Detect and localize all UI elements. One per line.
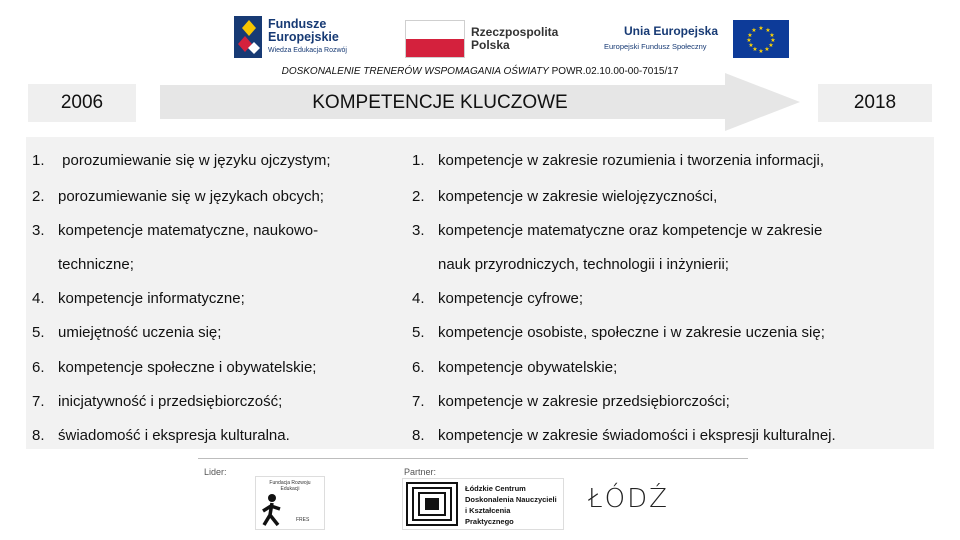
unia-europejska-logo (600, 18, 790, 60)
page-title: KOMPETENCJE KLUCZOWE (312, 92, 568, 113)
walking-figure-icon (260, 493, 286, 527)
polish-flag-icon (405, 20, 465, 58)
svg-text:★: ★ (758, 25, 764, 32)
svg-text:★: ★ (769, 32, 775, 39)
fe-star-icon (232, 14, 266, 60)
list-item-2006: 6. kompetencje społeczne i obywatelskie; (32, 359, 317, 376)
svg-text:★: ★ (765, 27, 771, 34)
ue-logo-subtitle: Europejski Fundusz Społeczny (604, 42, 707, 51)
list-item-2018: 4. kompetencje cyfrowe; (412, 290, 584, 307)
fe-logo-subtitle: Wiedza Edukacja Rozwój (268, 47, 347, 54)
partner-label: Partner: (404, 467, 437, 477)
rp-logo-title: Rzeczpospolita Polska (471, 25, 559, 52)
list-item-2006: techniczne; (58, 256, 134, 273)
list-item-2018: 7. kompetencje w zakresie przedsiębiorczości; (412, 393, 730, 410)
svg-text:★: ★ (751, 27, 757, 34)
list-item-2018: 2. kompetencje w zakresie wielojęzyczności, (412, 188, 718, 205)
list-item-2006: 5. umiejętność uczenia się; (32, 324, 222, 341)
fe-logo-title: Fundusze Europejskie (268, 17, 339, 44)
list-item-2018: nauk przyrodniczych, technologii i inżynierii; (438, 256, 729, 273)
list-item-2018: 6. kompetencje obywatelskie; (412, 359, 618, 376)
lider-label: Lider: (204, 467, 227, 477)
list-item-2006: 7. inicjatywność i przedsiębiorczość; (32, 393, 283, 410)
svg-text:★: ★ (747, 32, 753, 39)
rzeczpospolita-logo (405, 18, 575, 58)
svg-text:★: ★ (768, 42, 774, 49)
list-item-2006: 2. porozumiewanie się w językach obcych; (32, 188, 324, 205)
ue-logo-title: Unia Europejska (624, 24, 719, 38)
svg-text:★: ★ (748, 42, 754, 49)
list-item-2006: 3. kompetencje matematyczne, naukowo- (32, 222, 319, 239)
svg-text:★: ★ (746, 37, 752, 44)
list-item-2006: 8. świadomość i ekspresja kulturalna. (32, 427, 290, 444)
lider-logo: Fundacja Rozwoju Edukacji FRES (255, 476, 325, 530)
list-item-2018: 1. kompetencje w zakresie rozumienia i tworzenia informacji, (412, 152, 824, 169)
square-frames-icon (406, 482, 458, 526)
svg-text:★: ★ (764, 46, 770, 53)
list-item-2006: 1. porozumiewanie się w języku ojczystym; (32, 152, 331, 169)
svg-text:★: ★ (752, 46, 758, 53)
list-item-2018: 8. kompetencje w zakresie świadomości i ekspresji kulturalnej. (412, 427, 836, 444)
partner-logo: Łódzkie Centrum Doskonalenia Nauczycieli i Kształcenia Praktycznego (402, 478, 564, 530)
footer-divider (198, 458, 748, 459)
year-2018-label: 2018 (818, 84, 932, 122)
fundusze-europejskie-logo (232, 14, 377, 62)
list-item-2018: 5. kompetencje osobiste, społeczne i w zakresie uczenia się; (412, 324, 825, 341)
year-2006-label: 2006 (28, 84, 136, 122)
svg-text:★: ★ (770, 37, 776, 44)
list-item-2006: 4. kompetencje informatyczne; (32, 290, 245, 307)
project-code: POWR.02.10.00-00-7015/17 (548, 66, 679, 77)
svg-text:★: ★ (758, 48, 764, 55)
eu-flag-icon (733, 20, 789, 58)
lodz-city-logo: ŁÓDŹ (588, 484, 669, 514)
list-item-2018: 3. kompetencje matematyczne oraz kompetencje w zakresie (412, 222, 823, 239)
project-name: DOSKONALENIE TRENERÓW WSPOMAGANIA OŚWIATY (281, 66, 549, 77)
